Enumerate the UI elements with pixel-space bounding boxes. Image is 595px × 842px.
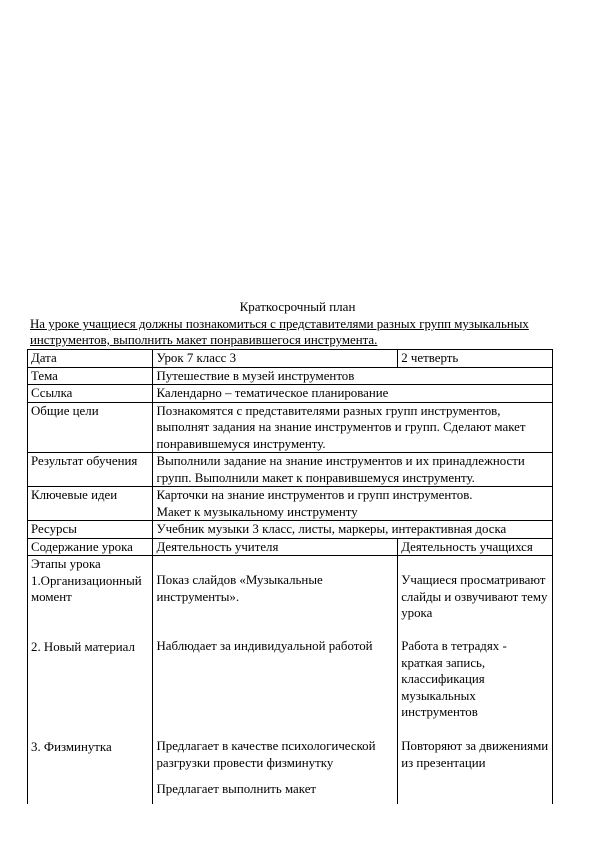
date-label: Дата (28, 350, 153, 368)
stage-1-name: 1.Организационный момент (31, 573, 142, 604)
ideas-label: Ключевые идеи (28, 487, 153, 521)
stage-2-students: Работа в тетрадях - краткая запись, классификация музыкальных инструментов (401, 639, 507, 719)
students-header: Деятельность учащихся (398, 538, 553, 556)
resources-label: Ресурсы (28, 521, 153, 539)
stage-2-name: 2. Новый материал (31, 639, 135, 654)
theme-row (28, 367, 553, 385)
result-value: Выполнили задание на знание инструментов и их принадлежности групп. Выполнили макет к понравившемуся инструменту. (153, 453, 553, 487)
resources-row (28, 521, 553, 539)
goals-value: Познакомятся с представителями разных групп инструментов, выполнят задания на знание инструментов и групп. Сделают макет понравившемуся инструменту. (153, 402, 553, 453)
link-label: Ссылка (28, 385, 153, 403)
stage-1-students: Учащиеся просматривают слайды и озвучивают тему урока (401, 573, 548, 620)
ideas-value (153, 487, 553, 521)
link-row (28, 385, 553, 403)
resources-value: Учебник музыки 3 класс, листы, маркеры, интерактивная доска (153, 521, 553, 539)
teacher-header: Деятельность учителя (153, 538, 398, 556)
plan-title: Краткосрочный план (239, 299, 356, 314)
students-column (398, 556, 553, 804)
result-label: Результат обучения (28, 453, 153, 487)
activity-header-row (28, 538, 553, 556)
ideas-row (28, 487, 553, 521)
stage-4-teacher: Предлагает выполнить макет (156, 782, 317, 796)
goals-label: Общие цели (28, 402, 153, 453)
goals-row (28, 402, 553, 453)
stage-3-students: Повторяют за движениями из презентации (401, 739, 549, 770)
stages-heading: Этапы урока (31, 557, 101, 571)
quarter-cell: 2 четверть (398, 350, 553, 368)
theme-label: Тема (28, 367, 153, 385)
stages-row (28, 556, 553, 804)
ideas-line-2: Макет к музыкальному инструменту (156, 504, 358, 519)
link-value: Календарно – тематическое планирование (153, 385, 553, 403)
intro-text: На уроке учащиеся должны познакомиться с представителями разных групп музыкальных инструментов, выполнить макет понравившегося инструмента. (30, 317, 529, 347)
ideas-line-1: Карточки на знание инструментов и групп инструментов. (156, 488, 473, 502)
result-row (28, 453, 553, 487)
theme-value: Путешествие в музей инструментов (153, 367, 553, 385)
stage-2-teacher: Наблюдает за индивидуальной работой (156, 639, 373, 653)
stages-column (28, 556, 153, 804)
date-row (28, 350, 553, 368)
content-header: Содержание урока (28, 538, 153, 556)
lesson-cell: Урок 7 класс 3 (153, 350, 398, 368)
teacher-column (153, 556, 398, 804)
stage-3-name: 3. Физминутка (31, 739, 112, 754)
stage-3-teacher: Предлагает в качестве психологической разгрузки провести физминутку (156, 739, 376, 770)
lesson-plan-table (27, 349, 553, 804)
stage-1-teacher: Показ слайдов «Музыкальные инструменты». (156, 573, 323, 604)
